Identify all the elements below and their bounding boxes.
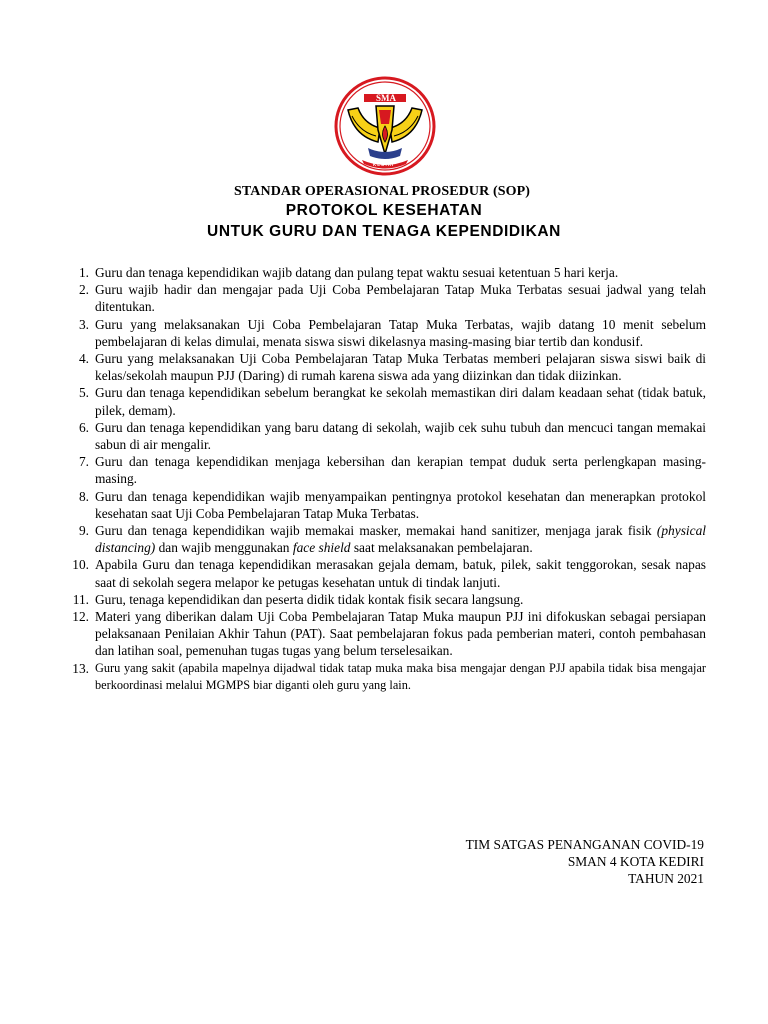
- item-text: Guru, tenaga kependidikan dan peserta didik tidak kontak fisik secara langsung.: [95, 591, 524, 607]
- title-guru: UNTUK GURU DAN TENAGA KEPENDIDIKAN: [207, 223, 561, 240]
- protocol-list: [64, 264, 706, 694]
- list-item: [64, 522, 706, 556]
- item-number: 7.: [78, 454, 89, 470]
- item-text-part: Guru dan tenaga kependidikan wajib memakai masker, memakai hand sanitizer, menjaga jarak fisik: [95, 523, 657, 539]
- item-text: Guru dan tenaga kependidikan menjaga kebersihan dan kerapian tempat duduk serta perlengkapan masing-masing.: [95, 454, 706, 487]
- logo-text: SMA: [376, 93, 396, 103]
- item-text: Guru wajib hadir dan mengajar pada Uji Coba Pembelajaran Tatap Muka Terbatas sesuai jadwal yang telah ditentukan.: [95, 282, 706, 315]
- list-item: [64, 316, 706, 350]
- sma-emblem-icon: [334, 76, 436, 176]
- item-text: Guru yang melaksanakan Uji Coba Pembelajaran Tatap Muka Terbatas memberi pelajaran siswa siswi baik di kelas/sekolah maupun PJJ (Daring) di rumah karena siswa ada yang diizinkan dan tidak diizinkan.: [95, 351, 706, 384]
- item-number: 3.: [78, 316, 89, 332]
- item-number: 11.: [72, 591, 89, 607]
- sop-heading: STANDAR OPERASIONAL PROSEDUR (SOP): [233, 184, 530, 199]
- list-item: [64, 419, 706, 453]
- logo-bottom-text: KEDIRI: [373, 162, 395, 167]
- item-text-italic: (physical distancing): [95, 523, 706, 556]
- list-item: [64, 264, 706, 281]
- signature-team: TIM SATGAS PENANGANAN COVID-19: [465, 837, 704, 852]
- item-text: Guru yang melaksanakan Uji Coba Pembelajaran Tatap Muka Terbatas, wajib datang 10 menit sebelum pembelajaran di kelas dimulai, menata siswa siswi dikelasnya masing-masing biar tertib dan kondusif.: [95, 316, 706, 349]
- item-number: 1.: [78, 265, 89, 280]
- item-text-italic: face shield: [292, 540, 351, 556]
- item-text: Guru dan tenaga kependidikan sebelum berangkat ke sekolah memastikan diri dalam keadaan sehat (tidak batuk, pilek, demam).: [95, 385, 706, 418]
- list-item: [64, 556, 706, 590]
- item-text: Guru yang sakit (apabila mapelnya dijadwal tidak tatap muka maka bisa mengajar dengan PJJ apabila tidak bisa mengajar berkoordinasi melalui MGMPS biar diganti oleh guru yang lain.: [95, 660, 706, 692]
- school-logo: [334, 76, 436, 176]
- item-number: 13.: [72, 660, 89, 676]
- item-text: Guru dan tenaga kependidikan wajib menyampaikan pentingnya protokol kesehatan dan menerapkan protokol kesehatan saat Uji Coba Pembelajaran Tatap Muka Terbatas.: [95, 488, 706, 521]
- list-item: [64, 350, 706, 384]
- item-number: 12.: [72, 609, 89, 625]
- item-number: 5.: [78, 385, 89, 401]
- item-text: Guru dan tenaga kependidikan yang baru datang di sekolah, wajib cek suhu tubuh dan mencuci tangan memakai sabun di air mengalir.: [95, 419, 706, 453]
- list-item: [64, 453, 706, 487]
- list-item: [64, 488, 706, 522]
- title-protokol: PROTOKOL KESEHATAN: [285, 202, 483, 219]
- item-text-part: dan wajib menggunakan: [155, 540, 293, 556]
- document-heading: [0, 184, 768, 242]
- signature-year: TAHUN 2021: [628, 871, 704, 886]
- item-text-part: saat melaksanakan pembelajaran.: [350, 540, 533, 556]
- list-item: [64, 384, 706, 418]
- list-item: [64, 591, 706, 608]
- signature-school: SMAN 4 KOTA KEDIRI: [567, 854, 704, 869]
- list-item: [64, 608, 706, 660]
- item-number: 4.: [78, 351, 89, 367]
- item-text: [95, 522, 706, 556]
- item-text: Apabila Guru dan tenaga kependidikan merasakan gejala demam, batuk, pilek, sakit tenggorokan, sesak napas saat di sekolah segera melapor ke petugas kesehatan untuk di tindak lanjuti.: [95, 557, 706, 590]
- item-number: 10.: [72, 557, 89, 573]
- item-number: 8.: [78, 488, 89, 504]
- item-text: Materi yang diberikan dalam Uji Coba Pembelajaran Tatap Muka maupun PJJ ini difokuskan sebagai persiapan pelaksanaan Penilaian Akhir Tahun (PAT). Saat pembelajaran fokus pada pemberian materi, contoh pembahasan dan latihan soal, pemenuhan tugas tugas yang belum terselesaikan.: [95, 609, 706, 659]
- list-item: [64, 281, 706, 315]
- list-item: [64, 660, 706, 694]
- signature-block: [466, 836, 704, 887]
- item-number: 6.: [78, 419, 89, 435]
- item-text: Guru dan tenaga kependidikan wajib datang dan pulang tepat waktu sesuai ketentuan 5 hari kerja.: [95, 265, 619, 280]
- item-number: 9.: [78, 523, 89, 539]
- item-number: 2.: [78, 282, 89, 298]
